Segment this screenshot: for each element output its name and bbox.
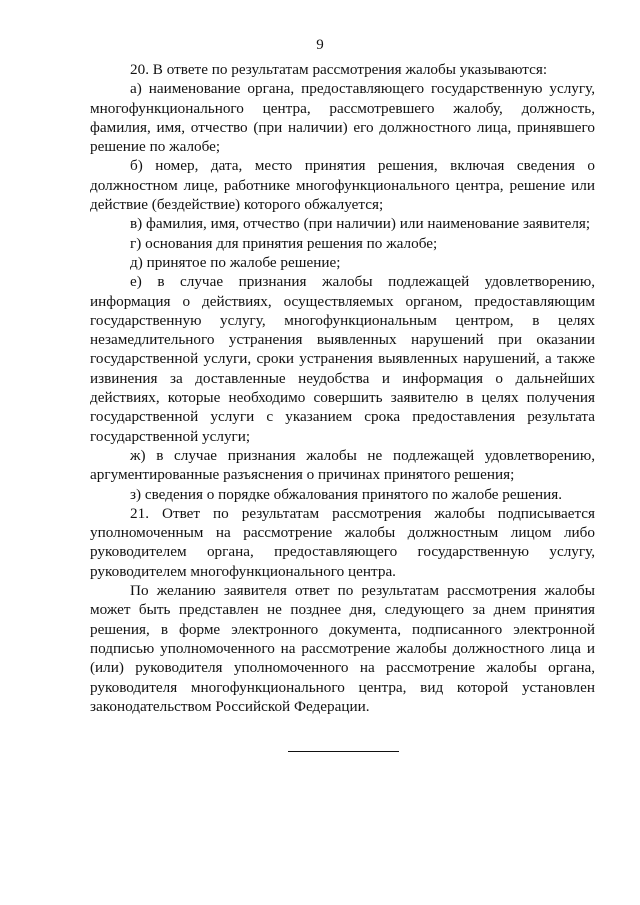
paragraph-subitem-v: в) фамилия, имя, отчество (при наличии) или наименование заявителя; xyxy=(130,215,591,233)
paragraph-subitem-a: а) наименование органа, предоставляющего государственную услугу, многофункционального центра, рассмотревшего жалобу, должность, фамилия, имя, отчество (при наличии) его должностного лица, принявшего решение по жалобе; xyxy=(90,80,595,156)
paragraph-subitem-g: г) основания для принятия решения по жалобе; xyxy=(130,234,438,252)
paragraph-item-21: 21. Ответ по результатам рассмотрения жалобы подписывается уполномоченным на рассмотрение жалобы должностным лицом либо руководителем органа, предоставляющего государственную услугу, руководителем многофункционального центра. xyxy=(90,504,595,580)
end-of-document-rule xyxy=(288,751,399,752)
paragraph-item-20-heading: 20. В ответе по результатам рассмотрения жалобы указываются: xyxy=(130,61,548,78)
document-body xyxy=(90,60,595,716)
paragraph-subitem-b: б) номер, дата, место принятия решения, включая сведения о должностном лице, работнике многофункционального центра, решение или действие (бездействие) которого обжалуется; xyxy=(90,157,595,214)
paragraph-subitem-zh: ж) в случае признания жалобы не подлежащей удовлетворению, аргументированные разъяснения о причинах принятого решения; xyxy=(90,446,595,484)
paragraph-subitem-z: з) сведения о порядке обжалования принятого по жалобе решения. xyxy=(130,485,563,503)
page-number: 9 xyxy=(316,37,324,53)
paragraph-subitem-d: д) принятое по жалобе решение; xyxy=(130,253,341,271)
paragraph-subitem-e: е) в случае признания жалобы подлежащей удовлетворению, информация о действиях, осуществляемых органом, предоставляющим государственную услугу, многофункциональным центром, в целях незамедлительного устранения выявленных нарушений при оказании государственной услуги, сроки устранения выявленных нарушений, а также извинения за доставленные неудобства и информация о дальнейших действиях, которые необходимо совершить заявителю в целях получения государственной услуги с указанием срока предоставления результата государственной услуги; xyxy=(90,273,595,445)
paragraph-electronic-response: По желанию заявителя ответ по результатам рассмотрения жалобы может быть представлен не позднее дня, следующего за днем принятия решения, в форме электронного документа, подписанного электронной подписью уполномоченного на рассмотрение жалобы должностного лица и (или) руководителя уполномоченного на рассмотрение жалобы органа, руководителя многофункционального центра, вид которой установлен законодательством Российской Федерации. xyxy=(90,582,595,715)
